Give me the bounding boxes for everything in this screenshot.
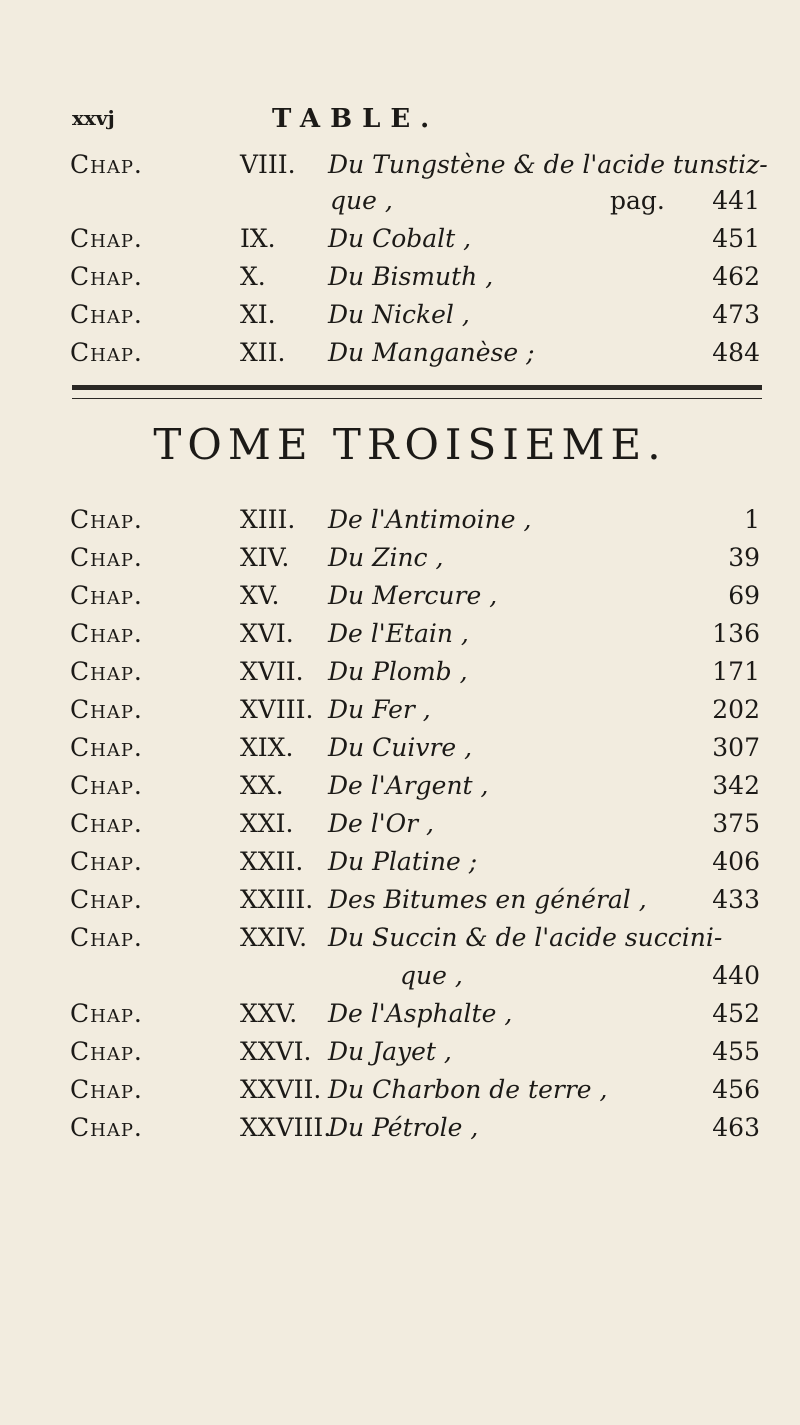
toc-entry bbox=[70, 262, 760, 302]
chapter-title: Du Charbon de terre , bbox=[328, 1075, 608, 1104]
page-number: 484 bbox=[712, 338, 760, 367]
page-number: 455 bbox=[712, 1037, 760, 1066]
chapter-title: Du Zinc , bbox=[328, 543, 444, 572]
section-heading: TOME TROISIEME. bbox=[153, 420, 667, 469]
toc-entry bbox=[70, 1113, 760, 1153]
chapter-number: XI. bbox=[240, 300, 276, 329]
chapter-number: XII. bbox=[240, 338, 286, 367]
chapter-number: XVII. bbox=[240, 657, 304, 686]
chapter-label: Chap. bbox=[70, 262, 143, 291]
chapter-title: Du Jayet , bbox=[328, 1037, 452, 1066]
toc-entry bbox=[70, 771, 760, 811]
chapter-title: Du Nickel , bbox=[328, 300, 470, 329]
chapter-title: De l'Argent , bbox=[328, 771, 489, 800]
toc-entry bbox=[70, 847, 760, 887]
chapter-label: Chap. bbox=[70, 999, 143, 1028]
toc-entry bbox=[70, 733, 760, 773]
chapter-label: Chap. bbox=[70, 224, 143, 253]
chapter-number: XXI. bbox=[240, 809, 294, 838]
page-label: pag. bbox=[610, 186, 665, 215]
chapter-title: Du Succin & de l'acide succini- bbox=[328, 923, 723, 952]
chapter-title: Des Bitumes en général , bbox=[328, 885, 647, 914]
chapter-label: Chap. bbox=[70, 505, 143, 534]
chapter-number: XXVI. bbox=[240, 1037, 312, 1066]
chapter-number: XV. bbox=[240, 581, 280, 610]
chapter-number: XVIII. bbox=[240, 695, 314, 724]
chapter-label: Chap. bbox=[70, 847, 143, 876]
toc-entry bbox=[70, 885, 760, 925]
page-number: 1 bbox=[744, 505, 760, 534]
page-number: 375 bbox=[712, 809, 760, 838]
toc-entry bbox=[70, 150, 768, 190]
chapter-title: De l'Antimoine , bbox=[328, 505, 532, 534]
chapter-number: XXII. bbox=[240, 847, 304, 876]
page-number: 69 bbox=[728, 581, 760, 610]
toc-entry bbox=[70, 581, 760, 621]
chapter-title: Du Pétrole , bbox=[328, 1113, 479, 1142]
chapter-number: XXVII. bbox=[240, 1075, 322, 1104]
page-number: 342 bbox=[712, 771, 760, 800]
chapter-number: XVI. bbox=[240, 619, 294, 648]
chapter-label: Chap. bbox=[70, 1037, 143, 1066]
chapter-label: Chap. bbox=[70, 657, 143, 686]
chapter-title-continuation: que , bbox=[330, 186, 393, 215]
page-number: 433 bbox=[712, 885, 760, 914]
page-header bbox=[72, 104, 752, 144]
chapter-number: XXV. bbox=[240, 999, 298, 1028]
chapter-label: Chap. bbox=[70, 619, 143, 648]
page-number: 473 bbox=[712, 300, 760, 329]
chapter-title: Du Manganèse ; bbox=[328, 338, 535, 367]
chapter-label: Chap. bbox=[70, 150, 143, 179]
toc-entry bbox=[70, 999, 760, 1039]
chapter-label: Chap. bbox=[70, 1113, 143, 1142]
chapter-number: VIII. bbox=[240, 150, 296, 179]
toc-entry bbox=[70, 224, 760, 264]
toc-entry bbox=[70, 809, 760, 849]
chapter-label: Chap. bbox=[70, 809, 143, 838]
chapter-title: Du Platine ; bbox=[328, 847, 478, 876]
chapter-title: Du Cuivre , bbox=[328, 733, 473, 762]
toc-entry bbox=[70, 1075, 760, 1115]
toc-entry-continuation bbox=[70, 961, 760, 1001]
chapter-label: Chap. bbox=[70, 300, 143, 329]
chapter-title: Du Tungstène & de l'acide tunstiz- bbox=[328, 150, 768, 179]
toc-entry bbox=[70, 300, 760, 340]
chapter-title: De l'Or , bbox=[328, 809, 434, 838]
toc-entry-continuation bbox=[70, 186, 760, 226]
page-number: 456 bbox=[712, 1075, 760, 1104]
toc-entry bbox=[70, 619, 760, 659]
chapter-number: XX. bbox=[240, 771, 284, 800]
chapter-label: Chap. bbox=[70, 733, 143, 762]
chapter-number: XIV. bbox=[240, 543, 290, 572]
chapter-title: De l'Asphalte , bbox=[328, 999, 513, 1028]
chapter-label: Chap. bbox=[70, 1075, 143, 1104]
chapter-title: Du Mercure , bbox=[328, 581, 498, 610]
toc-entry bbox=[70, 1037, 760, 1077]
toc-entry bbox=[70, 338, 760, 378]
page-number: 463 bbox=[712, 1113, 760, 1142]
toc-entry bbox=[70, 657, 760, 697]
folio-number: xxvj bbox=[72, 106, 115, 130]
chapter-title: Du Cobalt , bbox=[328, 224, 472, 253]
chapter-label: Chap. bbox=[70, 771, 143, 800]
chapter-title: De l'Etain , bbox=[328, 619, 469, 648]
chapter-label: Chap. bbox=[70, 338, 143, 367]
page-number: 462 bbox=[712, 262, 760, 291]
chapter-number: IX. bbox=[240, 224, 276, 253]
chapter-label: Chap. bbox=[70, 543, 143, 572]
toc-entry bbox=[70, 923, 760, 963]
page-number: 451 bbox=[712, 224, 760, 253]
page-number: 440 bbox=[712, 961, 760, 990]
page-number: 39 bbox=[728, 543, 760, 572]
chapter-number: XXIII. bbox=[240, 885, 314, 914]
chapter-label: Chap. bbox=[70, 695, 143, 724]
section-divider bbox=[72, 385, 762, 399]
chapter-label: Chap. bbox=[70, 885, 143, 914]
chapter-label: Chap. bbox=[70, 581, 143, 610]
chapter-title: Du Plomb , bbox=[328, 657, 468, 686]
running-title: TABLE. bbox=[272, 104, 440, 134]
chapter-number: XXVIII. bbox=[240, 1113, 332, 1142]
chapter-title-continuation: que , bbox=[400, 961, 463, 990]
page-number: 307 bbox=[712, 733, 760, 762]
chapter-number: X. bbox=[240, 262, 266, 291]
page-number: 441 bbox=[712, 186, 760, 215]
page-number: 406 bbox=[712, 847, 760, 876]
chapter-label: Chap. bbox=[70, 923, 143, 952]
toc-entry bbox=[70, 543, 760, 583]
page-number: 452 bbox=[712, 999, 760, 1028]
chapter-number: XXIV. bbox=[240, 923, 308, 952]
page-number: 202 bbox=[712, 695, 760, 724]
chapter-number: XIII. bbox=[240, 505, 296, 534]
page-number: 171 bbox=[712, 657, 760, 686]
toc-entry bbox=[70, 505, 760, 545]
chapter-title: Du Fer , bbox=[328, 695, 431, 724]
chapter-title: Du Bismuth , bbox=[328, 262, 494, 291]
chapter-number: XIX. bbox=[240, 733, 294, 762]
toc-entry bbox=[70, 695, 760, 735]
page-number: 136 bbox=[712, 619, 760, 648]
